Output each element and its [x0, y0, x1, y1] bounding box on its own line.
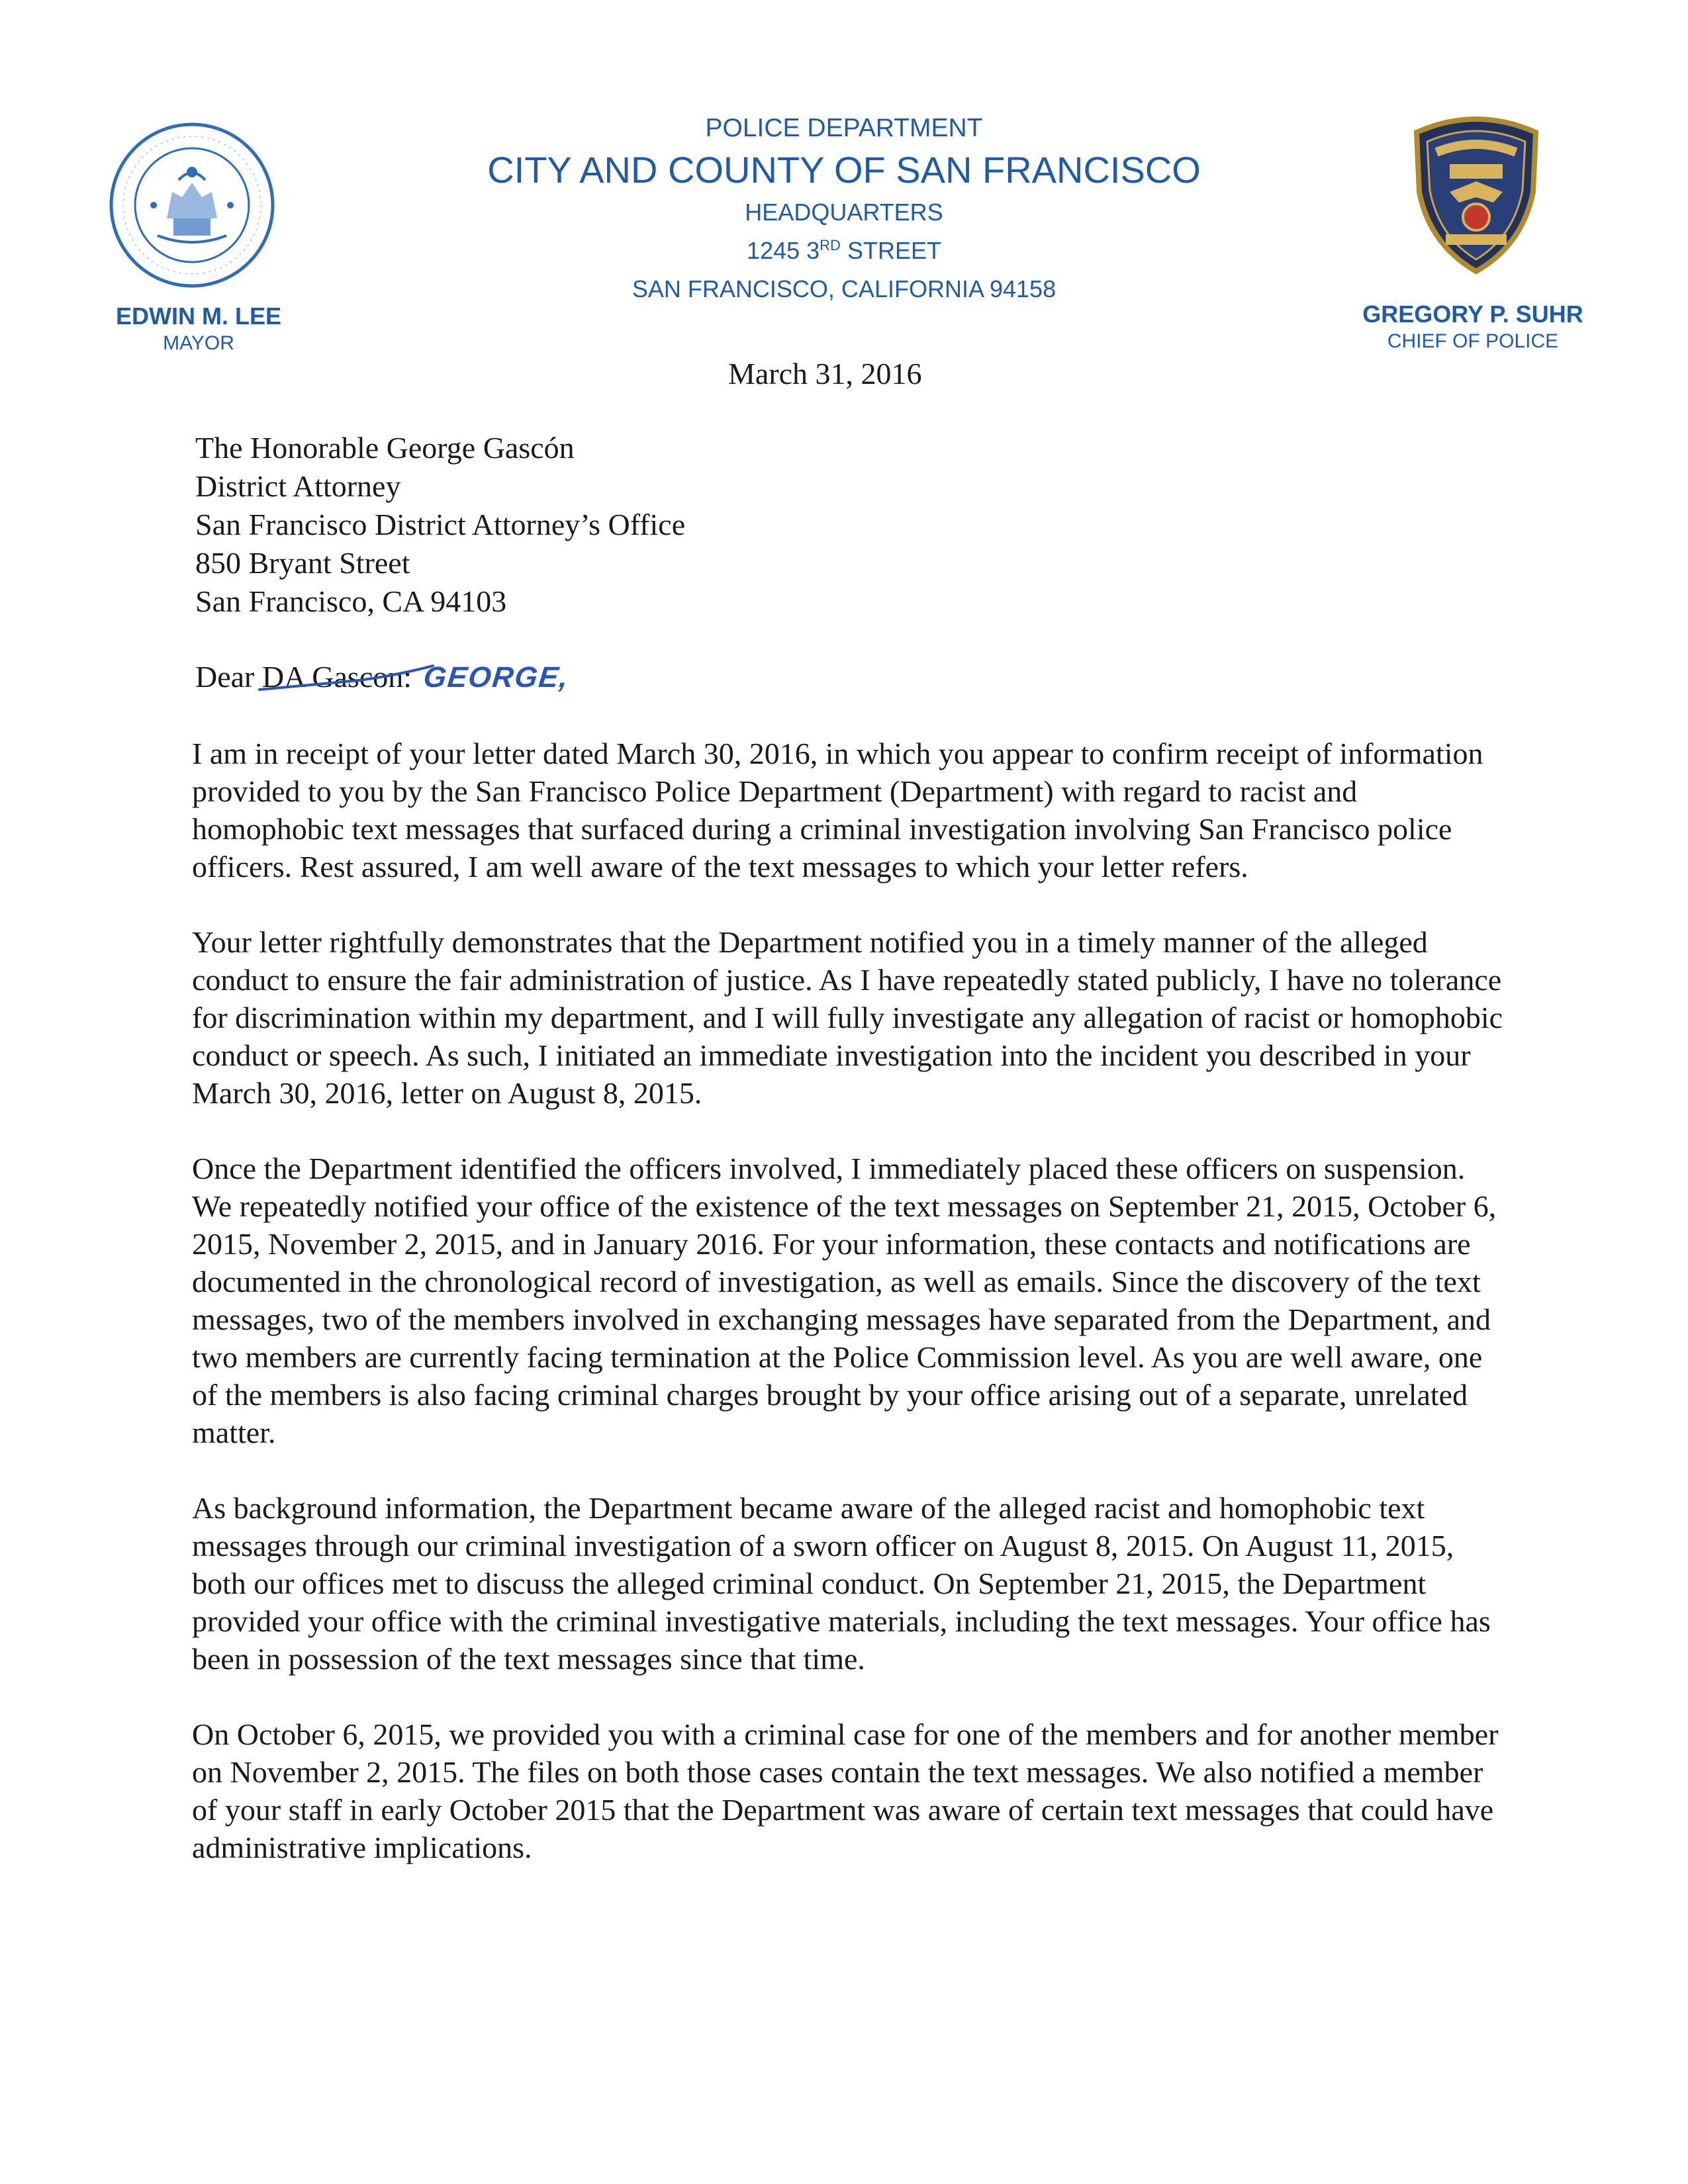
body-paragraph: On October 6, 2015, we provided you with a criminal case for one of the members and for another member on November 2, 2015. The files on both those cases contain the text messages. We also notified a member of your staff in early October 2015 that the Department was aware of certain text messages that could have administrative implications.: [192, 1717, 1499, 1864]
chief-title: CHIEF OF POLICE: [1387, 330, 1559, 352]
recipient-line: The Honorable George Gascón: [195, 431, 575, 465]
handwritten-salutation: GEORGE,: [422, 661, 571, 694]
recipient-line: 850 Bryant Street: [195, 546, 410, 580]
recipient-line: District Attorney: [195, 469, 401, 503]
street-number: 1245 3: [747, 237, 820, 264]
struck-salutation-text: DA Gascon:: [261, 660, 412, 694]
body-paragraph: I am in receipt of your letter dated March 30, 2016, in which you appear to confirm receipt of information provided to you by the San Francisco Police Department (Department) with regard to racist and homophobic text messages that surfaced during a criminal investigation involving San Francisco police officers. Rest assured, I am well aware of the text messages to which your letter refers.: [192, 737, 1483, 884]
headquarters-label: HEADQUARTERS: [745, 199, 943, 226]
street-address: [397, 232, 1291, 270]
street-suffix: RD: [820, 237, 841, 253]
strikethrough-mark: [259, 660, 438, 700]
mayor-title: MAYOR: [163, 332, 234, 354]
mayor-block: [79, 301, 318, 355]
city-state-zip: SAN FRANCISCO, CALIFORNIA 94158: [632, 275, 1056, 302]
department-name: POLICE DEPARTMENT: [705, 114, 983, 142]
struck-salutation: [262, 659, 412, 694]
salutation: [195, 659, 569, 694]
city-seal-icon: [106, 119, 278, 291]
street-name: STREET: [840, 237, 941, 264]
letter-date: March 31, 2016: [728, 357, 922, 390]
letterhead: [397, 111, 1291, 308]
body-paragraph: Once the Department identified the officers involved, I immediately placed these officers on suspension. We repeatedly notified your office of the existence of the text messages on September 21, 2015, October 6, 2015, November 2, 2015, and in January 2016. For your information, these contacts and notifications are documented in the chronological record of investigation, as well as emails. Since the discovery of the text messages, two of the members involved in exchanging messages have separated from the Department, and two members are currently facing termination at the Police Commission level. As you are well aware, one of the members is also facing criminal charges brought by your office arising out of a separate, unrelated matter.: [192, 1152, 1497, 1449]
chief-block: [1324, 299, 1622, 353]
city-name: CITY AND COUNTY OF SAN FRANCISCO: [487, 149, 1201, 191]
chief-name: GREGORY P. SUHR: [1362, 300, 1583, 328]
police-badge-icon: [1403, 113, 1549, 278]
body-paragraph: As background information, the Department became aware of the alleged racist and homophobic text messages through our criminal investigation of a sworn officer on August 8, 2015. On August 11, 2015, both our offices met to discuss the alleged criminal conduct. On September 21, 2015, the Department provided your office with the criminal investigative materials, including the text messages. Your office has been in possession of the text messages since that time.: [192, 1491, 1491, 1676]
recipient-line: San Francisco District Attorney’s Office: [195, 508, 686, 541]
body-paragraph: Your letter rightfully demonstrates that the Department notified you in a timely manner of the alleged conduct to ensure the fair administration of justice. As I have repeatedly stated publicly, I have no tolerance for discrimination within my department, and I will fully investigate any allegation of racist or homophobic conduct or speech. As such, I initiated an immediate investigation into the incident you described in your March 30, 2016, letter on August 8, 2015.: [192, 925, 1503, 1110]
mayor-name: EDWIN M. LEE: [116, 302, 281, 330]
salutation-prefix: Dear: [195, 660, 262, 694]
recipient-address: [195, 429, 685, 621]
letter-body: [192, 735, 1509, 1904]
recipient-line: San Francisco, CA 94103: [195, 584, 507, 618]
